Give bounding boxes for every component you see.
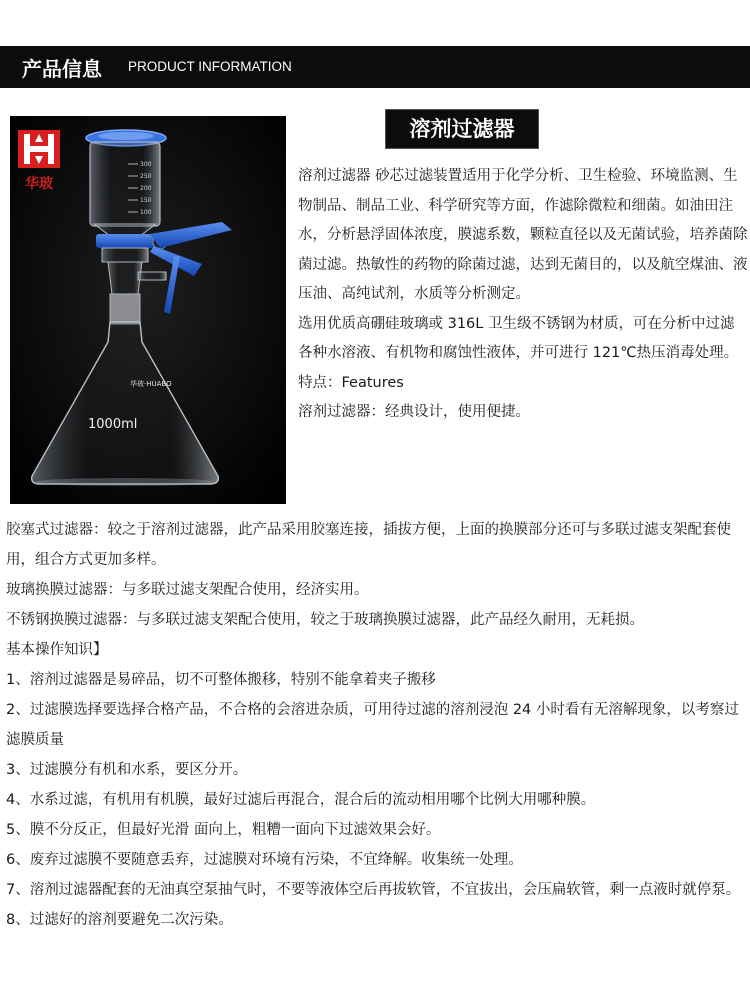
features-text: 溶剂过滤器：经典设计，使用便捷。	[298, 404, 530, 420]
product-title: 溶剂过滤器	[385, 109, 539, 149]
operation-item: 7、溶剂过滤器配套的无油真空泵抽气时，不要等液体空后再拔软管，不宜拔出，会压扁软管，剩一点液时就停泵。	[6, 882, 741, 898]
graduation-200: 200	[140, 185, 152, 192]
flask-volume-label: 1000ml	[88, 417, 138, 432]
operation-item: 1、溶剂过滤器是易碎品，切不可整体搬移，特别不能拿着夹子搬移	[6, 672, 436, 688]
detail-paragraph: 不锈钢换膜过滤器：与多联过滤支架配合使用，较之于玻璃换膜过滤器，此产品经久耐用，无耗损。	[6, 612, 644, 628]
operation-item: 3、过滤膜分有机和水系，要区分开。	[6, 762, 248, 778]
detail-paragraph: 玻璃换膜过滤器：与多联过滤支架配合使用，经济实用。	[6, 582, 369, 598]
graduation-300: 300	[140, 161, 152, 168]
graduation-100: 100	[140, 209, 152, 216]
operation-item: 4、水系过滤，有机用有机膜，最好过滤后再混合，混合后的流动相用哪个比例大用哪种膜。	[6, 792, 596, 808]
section-header	[0, 46, 750, 88]
section-title-cn: 产品信息	[22, 57, 102, 81]
filter-apparatus-illustration	[10, 116, 286, 504]
operation-heading: 基本操作知识】	[6, 642, 108, 658]
operation-item: 6、废弃过滤膜不要随意丢弃，过滤膜对环境有污染，不宜绛解。收集统一处理。	[6, 852, 523, 868]
description-paragraph: 选用优质高硼硅玻璃或 316L 卫生级不锈钢为材质，可在分析中过滤各种水溶液、有机物和腐蚀性液体，并可进行 121℃热压消毒处理。	[298, 315, 739, 361]
flask-brand-mark: 华玻·HUABO	[130, 380, 172, 388]
product-description	[298, 162, 748, 428]
features-label: 特点：Features	[298, 374, 404, 391]
description-paragraph: 溶剂过滤器 砂芯过滤装置适用于化学分析、卫生检验、环境监测、生物制品、制品工业、科学研究等方面，作滤除微粒和细菌。如油田注水，分析悬浮固体浓度，膜滤系数，颗粒直径以及无菌试验，培养菌除菌过滤。热敏性的药物的除菌过滤，达到无菌目的，以及航空煤油、液压油、高纯试剂，水质等分析测定。	[298, 168, 748, 302]
graduation-250: 250	[140, 173, 152, 180]
graduation-150: 150	[140, 197, 152, 204]
product-details	[6, 515, 748, 935]
product-photo	[10, 116, 286, 504]
operation-item: 8、过滤好的溶剂要避免二次污染。	[6, 912, 233, 928]
logo-text: 华玻	[25, 176, 53, 192]
operation-item: 5、膜不分反正，但最好光滑 面向上，粗糟一面向下过滤效果会好。	[6, 822, 441, 838]
detail-paragraph: 胶塞式过滤器：较之于溶剂过滤器，此产品采用胶塞连接，插拔方便，上面的换膜部分还可与多联过滤支架配套使用，组合方式更加多样。	[6, 522, 731, 568]
operation-item: 2、过滤膜选择要选择合格产品，不合格的会溶进杂质，可用待过滤的溶剂浸泡 24 小时看有无溶解现象，以考察过滤膜质量	[6, 702, 739, 748]
section-title-en: PRODUCT INFORMATION	[128, 59, 292, 74]
